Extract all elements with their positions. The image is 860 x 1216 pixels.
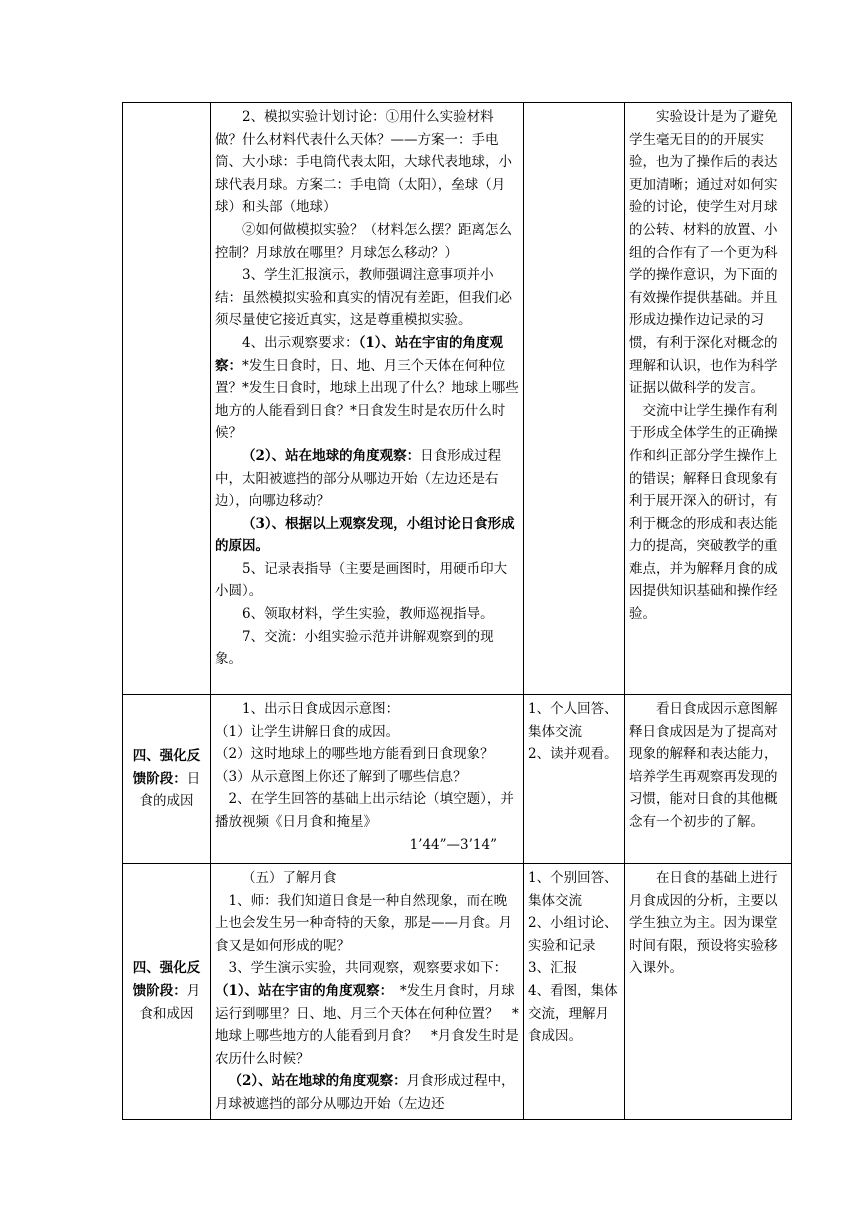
content-paragraph: （2）、站在地球的角度观察：月食形成过程中，月球被遮挡的部分从哪边开始（左边还 xyxy=(215,1073,515,1112)
design-intent-cell xyxy=(625,864,792,1120)
content-paragraph: 3、学生演示实验，共同观察，观察要求如下：（1）、站在宇宙的角度观察： *发生月食时，月球运行到哪里？日、地、月三个天体在何种位置？ *地球上哪些地方的人能看到月食？ *月食发生时是农历什么时候？ xyxy=(215,960,519,1067)
content-paragraph: 2、模拟实验计划讨论：①用什么实验材料做？什么材料代表什么天体？——方案一：手电筒、大小球：手电筒代表太阳，大球代表地球，小球代表月球。方案二：手电筒（太阳），垒球（月球）和头部（地球） xyxy=(215,109,512,216)
content-paragraph: 7、交流：小组实验示范并讲解观察到的现象。 xyxy=(215,628,494,668)
stage-cell xyxy=(123,103,211,695)
student-activity-item: 2、读并观看。 xyxy=(528,746,618,763)
content-paragraph: （2）、站在地球的角度观察：日食形成过程中，太阳被遮挡的部分从哪边开始（左边还是右边），向哪边移动？ xyxy=(215,447,502,510)
content-paragraph: 1、出示日食成因示意图： xyxy=(242,701,400,717)
content-paragraph: （1）让学生讲解日食的成因。 xyxy=(215,723,400,740)
teaching-content-cell xyxy=(211,103,524,695)
design-intent-cell xyxy=(625,695,792,864)
intent-paragraph: 在日食的基础上进行月食成因的分析，主要以学生独立为主。因为课堂时间有限，预设将实验移入课外。 xyxy=(629,870,778,977)
table-row xyxy=(123,695,792,864)
content-paragraph: （3）、根据以上观察发现，小组讨论日食形成的原因。 xyxy=(215,515,515,555)
student-activity-item: 1、个别回答、集体交流 xyxy=(528,870,618,909)
content-paragraph: （五）了解月食 xyxy=(242,870,337,886)
student-activity-cell xyxy=(524,864,625,1120)
video-timestamp: 1’44”—3’14” xyxy=(409,836,497,853)
student-activity-cell xyxy=(524,695,625,864)
student-activity-item: 1、个人回答、集体交流 xyxy=(528,701,618,740)
intent-paragraph: 实验设计是为了避免学生毫无目的的开展实验，也为了操作后的表达更加清晰；通过对如何实验的讨论，使学生对月球的公转、材料的放置、小组的合作有了一个更为科学的操作意识，为下面的有效操作提供基础。并且形成边操作边记录的习惯，有利于深化对概念的理解和认识，也作为科学证据以做科学的发言。 xyxy=(629,109,778,397)
design-intent-cell xyxy=(625,103,792,695)
content-paragraph: 1、师：我们知道日食是一种自然现象，而在晚上也会发生另一种奇特的天象，那是——月食。月食又是如何形成的呢？ xyxy=(215,892,512,954)
teaching-content-cell xyxy=(211,864,524,1120)
table-row xyxy=(123,864,792,1120)
intent-paragraph: 看日食成因示意图解释日食成因是为了提高对现象的解释和表达能力，培养学生再观察再发现的习惯，能对日食的其他概念有一个初步的了解。 xyxy=(629,701,778,830)
teaching-content-cell xyxy=(211,695,524,864)
table-row xyxy=(123,103,792,695)
student-activity-cell xyxy=(524,103,625,695)
lesson-plan-table xyxy=(122,102,792,1120)
content-paragraph: ②如何做模拟实验？（材料怎么摆？距离怎么控制？月球放在哪里？月球怎么移动？） xyxy=(215,221,512,261)
stage-cell: 四、强化反馈阶段：月食和成因 xyxy=(123,864,211,1120)
content-paragraph: 5、记录表指导（主要是画图时，用硬币印大小圆）。 xyxy=(215,560,508,600)
content-paragraph: （2）这时地球上的哪些地方能看到日食现象？ xyxy=(215,746,494,763)
content-paragraph: 2、在学生回答的基础上出示结论（填空题），并播放视频《日月食和掩星》 xyxy=(215,791,514,830)
intent-paragraph: 交流中让学生操作有利于形成全体学生的正确操作和纠正部分学生操作上的错误；解释日食现象有利于展开深入的研讨，有利于概念的形成和表达能力的提高，突破教学的重难点，并为解释月食的成因提供知识基础和操作经验。 xyxy=(629,402,778,623)
student-activity-item: 3、汇报 xyxy=(528,960,578,977)
content-paragraph: 4、出示观察要求：（1）、站在宇宙的角度观察：*发生日食时，日、地、月三个天体在何种位置？*发生日食时，地球上出现了什么？地球上哪些地方的人能看到日食？*日食发生时是农历什么时候？ xyxy=(215,334,519,442)
content-paragraph: （3）从示意图上你还了解到了哪些信息？ xyxy=(215,768,467,785)
student-activity-item: 2、小组讨论、实验和记录 xyxy=(528,915,618,954)
content-paragraph: 6、领取材料，学生实验，教师巡视指导。 xyxy=(242,606,494,623)
stage-cell: 四、强化反馈阶段：日食的成因 xyxy=(123,695,211,864)
content-paragraph: 3、学生汇报演示，教师强调注意事项并小结：虽然模拟实验和真实的情况有差距，但我们必须尽量使它接近真实，这是尊重模拟实验。 xyxy=(215,267,512,329)
student-activity-item: 4、看图，集体交流，理解月食成因。 xyxy=(528,982,618,1045)
